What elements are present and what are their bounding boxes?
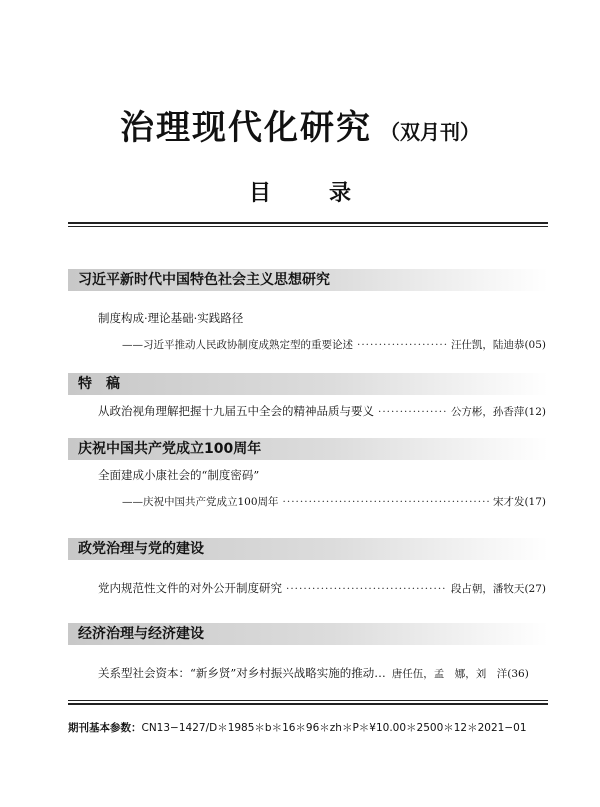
toc-entry-subtitle: ——习近平推动人民政协制度成熟定型的重要论述 xyxy=(122,339,353,351)
toc-entry-page: (05) xyxy=(524,339,546,351)
toc-entry-line[interactable] xyxy=(98,403,546,419)
toc-entry-authors: 宋才发 xyxy=(492,496,525,508)
toc-leader-dots xyxy=(378,406,447,418)
toc-heading: 目录 xyxy=(248,181,409,206)
footer-rule-thick xyxy=(68,703,548,705)
toc-entry-authors: 段占朝，潘牧天 xyxy=(450,583,525,595)
journal-parameters xyxy=(68,720,548,735)
toc-leader-dots xyxy=(357,339,447,351)
toc-entry-authors: 公方彬，孙香萍 xyxy=(450,406,525,418)
toc-entry-authors: 汪仕凯，陆迪恭 xyxy=(450,339,525,351)
section-bar: 经济治理与经济建设 xyxy=(68,623,548,645)
parameters-label: 期刊基本参数： xyxy=(68,722,142,734)
journal-title-block xyxy=(0,100,600,149)
toc-entry-title: 关系型社会资本：“新乡贤”对乡村振兴战略实施的推动… xyxy=(98,666,386,680)
toc-entry-title[interactable]: 制度构成·理论基础·实践路径 xyxy=(98,311,244,325)
header-rule-thick xyxy=(68,222,548,224)
section-bar: 习近平新时代中国特色社会主义思想研究 xyxy=(68,269,548,291)
parameters-value: CN13−1427/D＊1985＊b＊16＊96＊zh＊P＊¥10.00＊2500＊12＊2021−01 xyxy=(141,722,527,734)
journal-frequency: （双月刊） xyxy=(380,120,480,144)
section-bar: 特 稿 xyxy=(68,373,548,395)
toc-entry-authors: 唐任伍，孟 娜，刘 洋 xyxy=(391,668,508,680)
toc-entry-page: (12) xyxy=(524,406,546,418)
toc-entry-title: 党内规范性文件的对外公开制度研究 xyxy=(98,581,282,595)
toc-entry-title[interactable]: 全面建成小康社会的“制度密码” xyxy=(98,468,260,482)
toc-entry-subtitle: ——庆祝中国共产党成立100周年 xyxy=(122,496,279,508)
toc-entry-page: (17) xyxy=(524,496,546,508)
section-bar: 庆祝中国共产党成立100周年 xyxy=(68,438,548,460)
toc-entry-line[interactable] xyxy=(122,494,546,509)
toc-entry-title: 从政治视角理解把握十九届五中全会的精神品质与要义 xyxy=(98,404,374,418)
toc-leader-dots xyxy=(283,496,489,508)
footer-rule-thin xyxy=(68,700,548,701)
toc-leader-dots xyxy=(286,583,447,595)
toc-entry-page: (27) xyxy=(524,583,546,595)
toc-entry-page: (36) xyxy=(507,668,529,680)
section-bar: 政党治理与党的建设 xyxy=(68,538,548,560)
journal-title: 治理现代化研究 xyxy=(120,108,372,148)
toc-entry-line[interactable] xyxy=(98,580,546,596)
header-rule-thin xyxy=(68,226,548,227)
toc-entry-line[interactable] xyxy=(122,337,546,352)
toc-entry-line[interactable] xyxy=(98,665,546,681)
